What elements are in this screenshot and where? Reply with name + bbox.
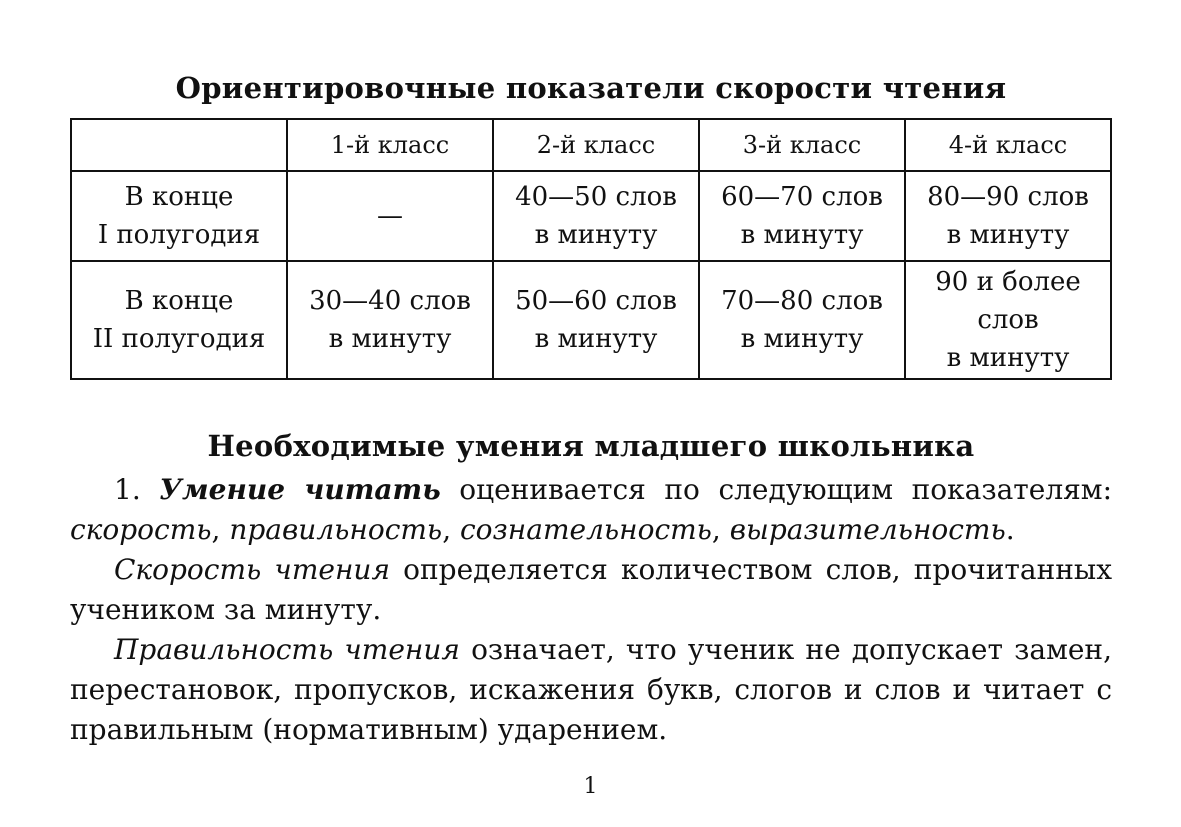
separator: , [211, 513, 230, 546]
item-number: 1. [114, 473, 141, 506]
row-label: В конце I полугодия [71, 171, 287, 261]
separator: , [711, 513, 730, 546]
header-cell-empty [71, 119, 287, 171]
paragraph-reading-speed [70, 550, 1112, 630]
term-reading-speed: Скорость чтения [114, 553, 390, 586]
indicator-speed: скорость [70, 513, 212, 546]
table-cell: 60—70 слов в минуту [699, 171, 905, 261]
indicator-correctness: правильность [229, 513, 443, 546]
table-row [71, 261, 1111, 379]
table-cell: — [287, 171, 493, 261]
indicator-consciousness: сознательность [460, 513, 712, 546]
page-number: 1 [583, 774, 598, 799]
term-reading-skill: Умение читать [159, 473, 441, 506]
reading-speed-table [70, 118, 1112, 380]
header-cell-grade-3: 3-й класс [699, 119, 905, 171]
table-cell: 30—40 слов в минуту [287, 261, 493, 379]
table-cell: 70—80 слов в минуту [699, 261, 905, 379]
table-cell: 50—60 слов в минуту [493, 261, 699, 379]
header-cell-grade-1: 1-й класс [287, 119, 493, 171]
paragraph-text: оценивается по следующим показателям: [440, 473, 1113, 506]
paragraph-reading-correctness [70, 630, 1112, 750]
page [70, 66, 1112, 750]
table-row [71, 171, 1111, 261]
paragraph-reading-skill [70, 470, 1112, 550]
table-cell: 40—50 слов в минуту [493, 171, 699, 261]
table-cell: 90 и более слов в минуту [905, 261, 1111, 379]
separator: , [442, 513, 460, 546]
section-title: Необходимые умения младшего школьника [207, 429, 975, 463]
paragraph-text: означает, что ученик не допускает замен, перестановок, пропусков, искажения букв, слогов и слов и читает с правильным (нормативным) ударением. [70, 633, 1112, 746]
table-header-row [71, 119, 1111, 171]
indicator-expressiveness: выразительность [729, 513, 1006, 546]
body-text [70, 470, 1112, 750]
period: . [1005, 513, 1015, 546]
row-label: В конце II полугодия [71, 261, 287, 379]
paragraph-text: определяется количеством слов, прочитанных учеником за минуту. [70, 553, 1112, 626]
header-cell-grade-4: 4-й класс [905, 119, 1111, 171]
table-title: Ориентировочные показатели скорости чтения [175, 71, 1007, 105]
table-cell: 80—90 слов в минуту [905, 171, 1111, 261]
header-cell-grade-2: 2-й класс [493, 119, 699, 171]
term-reading-correctness: Правильность чтения [114, 633, 460, 666]
